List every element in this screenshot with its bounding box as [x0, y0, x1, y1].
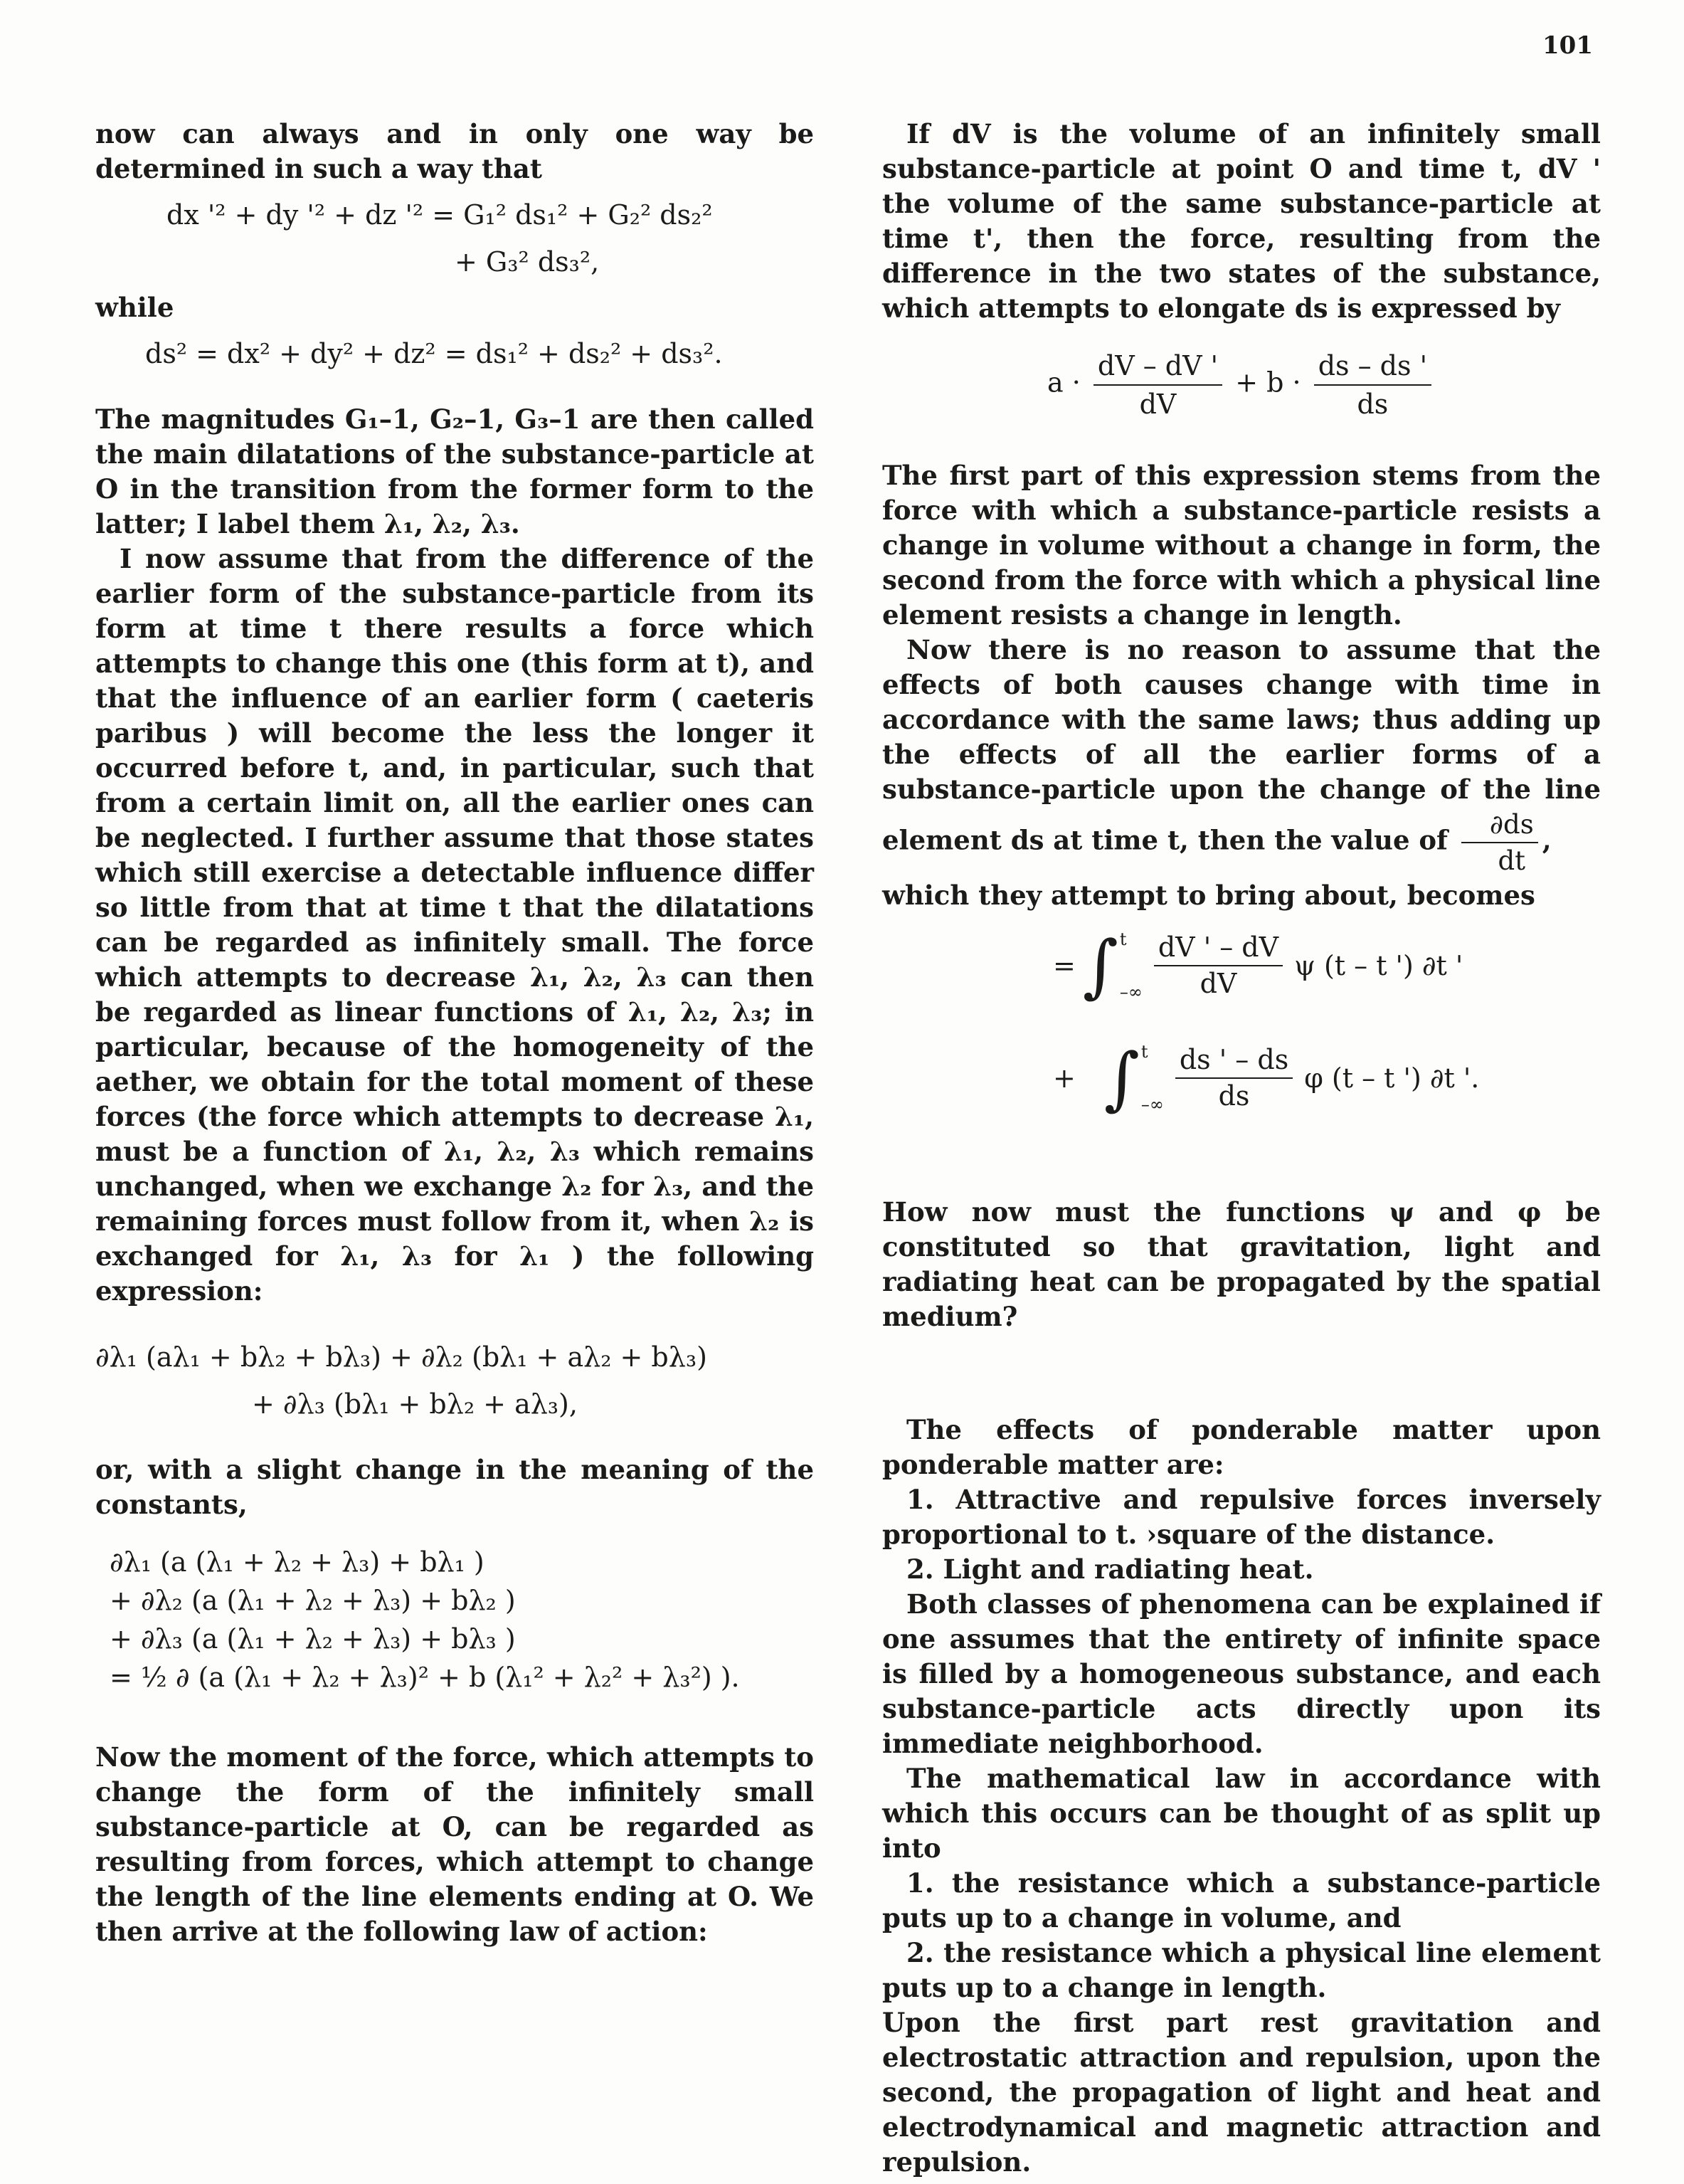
integral-volume [1053, 927, 1601, 1004]
lower-limit: –∞ [1140, 1094, 1164, 1114]
paragraph: Both classes of phenomena can be explained if one assumes that the entirety of infinite space is filled by a homogeneous substance, and each substance-particle acts directly upon its immediate neighborhood. [882, 1588, 1601, 1759]
paragraph: 2. the resistance which a physical line element puts up to a change in length. [882, 1937, 1601, 2003]
paragraph: The mathematical law in accordance with which this occurs can be thought of as split up into [882, 1763, 1601, 1864]
paragraph: 1. the resistance which a substance-particle puts up to a change in volume, and [882, 1867, 1601, 1934]
equation-term: a · [1047, 366, 1081, 399]
integral-sign: ∫ [1103, 1038, 1140, 1118]
denominator: ds [1218, 1080, 1250, 1112]
fraction [1154, 930, 1283, 1001]
numerator: ∂ds [1461, 807, 1538, 843]
equation: ds² = dx² + dy² + dz² = ds₁² + ds₂² + ds₃². [145, 338, 723, 369]
equation: ∂λ₁ (a (λ₁ + λ₂ + λ₃) + bλ₁ ) [110, 1546, 484, 1578]
integral-length [1053, 1040, 1601, 1117]
equation-term: + b · [1235, 366, 1301, 399]
paragraph: 1. Attractive and repulsive forces inversely proportional to t. ›square of the distance. [882, 1484, 1601, 1550]
paragraph: I now assume that from the difference of the earlier form of the substance-particle from its form at time t there results a force which attempts to change this one (this form at t), and that the influence of an earlier form ( caeteris paribus ) will become the less the longer it occurred before t, and, in particular, such that from a certain limit on, all the earlier ones can be neglected. I further assume that those states which still exercise a detectable influence differ so little from that at time t that the dilatations can be regarded as infinitely small. The force which attempts to decrease λ₁, λ₂, λ₃ can then be regarded as linear functions of λ₁, λ₂, λ₃; in particular, because of the homogeneity of the aether, we obtain for the total moment of these forces (the force which attempts to decrease λ₁, must be a function of λ₁, λ₂, λ₃ which remains unchanged, when we exchange λ₂ for λ₃, and the remaining forces must follow from it, when λ₂ is exchanged for λ₁, λ₃ for λ₁ ) the following expression: [95, 543, 814, 1307]
denominator: dV [1200, 968, 1237, 999]
left-column [95, 117, 814, 1949]
equation: ∂λ₁ (aλ₁ + bλ₂ + bλ₃) + ∂λ₂ (bλ₁ + aλ₂ + bλ₃) [95, 1341, 707, 1373]
denominator: dt [1498, 845, 1526, 876]
integral-limits [1120, 927, 1143, 1004]
equation: dx '² + dy '² + dz '² = G₁² ds₁² + G₂² ds₂² [166, 199, 713, 231]
paragraph: The first part of this expression stems from the force with which a substance-particle resists a change in volume without a change in form, the second from the force with which a physical line element resists a change in length. [882, 460, 1601, 631]
upper-limit: t [1140, 1042, 1148, 1062]
plus-sign: + [1053, 1062, 1076, 1094]
fraction [1093, 347, 1222, 423]
equation: + G₃² ds₃², [455, 246, 600, 278]
equation-force [882, 347, 1601, 423]
paragraph: which they attempt to bring about, becomes [882, 880, 1535, 911]
paragraph: The effects of ponderable matter upon ponderable matter are: [882, 1414, 1601, 1480]
numerator: ds ' – ds [1175, 1043, 1293, 1079]
equation: + ∂λ₃ (bλ₁ + bλ₂ + aλ₃), [252, 1388, 578, 1420]
paragraph: If dV is the volume of an infinitely small substance-particle at point O and time t, dV ' the volume of the same substance-particle at time t', then the force, resulting from the difference in the two states of the substance, which attempts to elongate ds is expressed by [882, 118, 1601, 324]
denominator: ds [1357, 389, 1389, 420]
numerator: dV – dV ' [1093, 347, 1222, 386]
lower-limit: –∞ [1119, 982, 1143, 1002]
integral-sign: ∫ [1082, 926, 1118, 1006]
equals-sign: = [1053, 949, 1076, 981]
numerator: ds – ds ' [1314, 347, 1431, 386]
paragraph: 2. Light and radiating heat. [906, 1553, 1314, 1585]
paragraph: Upon the first part rest gravitation and electrostatic attraction and repulsion, upon the second, the propagation of light and heat and electrodynamical and magnetic attraction and repulsion. [882, 2007, 1601, 2178]
denominator: dV [1139, 389, 1177, 420]
paragraph: now can always and in only one way be determined in such a way that [95, 118, 814, 184]
punctuation: , [1542, 824, 1552, 856]
paragraph: Now the moment of the force, which attempts to change the form of the infinitely small substance-particle at O, can be regarded as resulting from forces, which attempt to change the length of the line elements ending at O. We then arrive at the following law of action: [95, 1741, 814, 1947]
paragraph-text: Now there is no reason to assume that the effects of both causes change with time in accordance with the same laws; thus adding up the effects of all the earlier forms of a substance-particle upon the change of the line element ds at time t, then the value of [882, 634, 1601, 856]
equation: + ∂λ₃ (a (λ₁ + λ₂ + λ₃) + bλ₃ ) [110, 1623, 516, 1655]
upper-limit: t [1119, 929, 1127, 949]
fraction [1175, 1043, 1293, 1114]
page-number: 101 [1542, 31, 1593, 60]
paragraph: How now must the functions ψ and φ be constituted so that gravitation, light and radiating heat can be propagated by the spatial medium? [882, 1196, 1601, 1332]
fraction [1314, 347, 1431, 423]
fraction [1461, 807, 1538, 878]
equation: + ∂λ₂ (a (λ₁ + λ₂ + λ₃) + bλ₂ ) [110, 1585, 516, 1616]
integrand-tail: φ (t – t ') ∂t '. [1304, 1062, 1480, 1094]
paragraph: or, with a slight change in the meaning of the constants, [95, 1454, 814, 1520]
equation: = ½ ∂ (a (λ₁ + λ₂ + λ₃)² + b (λ₁² + λ₂² + λ₃²) ). [110, 1662, 740, 1693]
integrand-tail: ψ (t – t ') ∂t ' [1294, 949, 1463, 981]
integral-limits [1141, 1040, 1164, 1117]
numerator: dV ' – dV [1154, 930, 1283, 966]
paragraph: while [95, 292, 174, 323]
paragraph: The magnitudes G₁–1, G₂–1, G₃–1 are then called the main dilatations of the substance-particle at O in the transition from the former form to the latter; I label them λ₁, λ₂, λ₃. [95, 403, 814, 539]
paragraph [882, 633, 1601, 878]
right-column [882, 117, 1601, 2180]
